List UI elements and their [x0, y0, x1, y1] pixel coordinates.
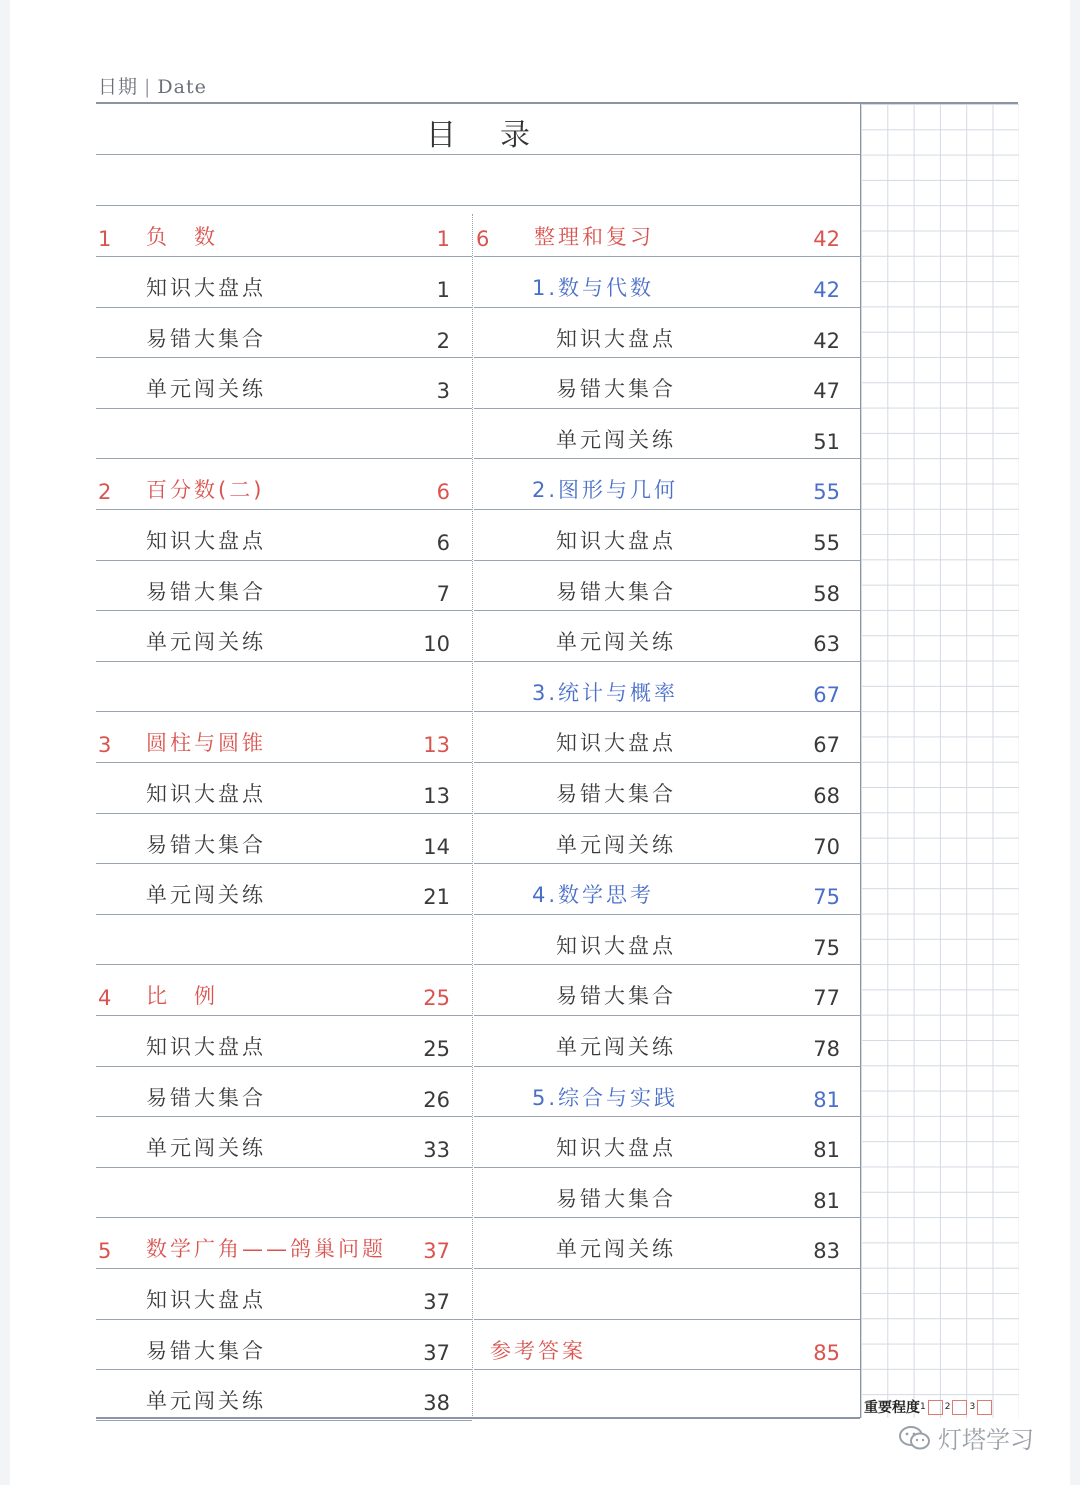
page-number: 42 — [813, 227, 840, 251]
page-number: 25 — [423, 1037, 450, 1061]
page-number: 83 — [813, 1239, 840, 1263]
entry-title: 知识大盘点 — [146, 529, 266, 553]
toc-entry[interactable] — [474, 1116, 840, 1166]
toc-entry[interactable] — [474, 509, 840, 559]
entry-title: 负 数 — [146, 225, 218, 249]
entry-title: 百分数(二) — [146, 478, 265, 502]
toc-entry[interactable] — [96, 964, 450, 1014]
toc-entry[interactable] — [474, 711, 840, 761]
toc-entry — [474, 1268, 840, 1318]
page-number: 37 — [423, 1290, 450, 1314]
entry-title: 单元闯关练 — [146, 1136, 266, 1160]
page-number: 47 — [813, 379, 840, 403]
toc-entry[interactable] — [474, 661, 840, 711]
page-number: 37 — [423, 1239, 450, 1263]
entry-title: 易错大集合 — [146, 1339, 266, 1363]
page-number: 51 — [813, 430, 840, 454]
entry-title: 单元闯关练 — [556, 428, 676, 452]
entry-title: 2.图形与几何 — [532, 478, 679, 502]
entry-title: 易错大集合 — [556, 984, 676, 1008]
toc-entry[interactable] — [474, 1217, 840, 1267]
entry-title: 知识大盘点 — [556, 731, 676, 755]
chapter-number: 3 — [98, 733, 112, 757]
importance-level-1: 1 — [920, 1402, 926, 1412]
column-divider — [472, 214, 473, 1418]
toc-entry[interactable] — [474, 610, 840, 660]
entry-title: 知识大盘点 — [556, 529, 676, 553]
entry-title: 易错大集合 — [146, 1086, 266, 1110]
page-number: 78 — [813, 1037, 840, 1061]
page-number: 55 — [813, 480, 840, 504]
importance-box-1[interactable] — [928, 1400, 943, 1415]
page-number: 3 — [436, 379, 450, 403]
entry-title: 参考答案 — [490, 1339, 586, 1363]
date-en: Date — [157, 76, 207, 98]
toc-entry[interactable] — [474, 1167, 840, 1217]
page-number: 42 — [813, 329, 840, 353]
page-number: 70 — [813, 835, 840, 859]
page-number: 6 — [436, 480, 450, 504]
page-number: 63 — [813, 632, 840, 656]
date-header — [98, 72, 207, 99]
page-number: 81 — [813, 1138, 840, 1162]
page-number: 21 — [423, 885, 450, 909]
entry-title: 单元闯关练 — [556, 833, 676, 857]
page-number: 2 — [436, 329, 450, 353]
entry-title: 知识大盘点 — [146, 1035, 266, 1059]
page-number: 14 — [423, 835, 450, 859]
page-number: 13 — [423, 784, 450, 808]
page-number: 7 — [436, 582, 450, 606]
date-cn: 日期 — [98, 76, 139, 98]
entry-title: 4.数学思考 — [532, 883, 655, 907]
toc-entry[interactable] — [474, 1319, 840, 1369]
entry-title: 易错大集合 — [146, 833, 266, 857]
entry-title: 知识大盘点 — [556, 934, 676, 958]
entry-title: 单元闯关练 — [556, 630, 676, 654]
page-number: 38 — [423, 1391, 450, 1415]
toc-entry[interactable] — [474, 307, 840, 357]
toc-entry[interactable] — [96, 1268, 450, 1318]
entry-title: 单元闯关练 — [146, 630, 266, 654]
toc-entry[interactable] — [474, 458, 840, 508]
page-number: 33 — [423, 1138, 450, 1162]
page-number: 10 — [423, 632, 450, 656]
chapter-number: 2 — [98, 480, 112, 504]
entry-title: 单元闯关练 — [556, 1035, 676, 1059]
toc-entry[interactable] — [96, 863, 450, 913]
page-number: 58 — [813, 582, 840, 606]
toc-entry[interactable] — [96, 458, 450, 508]
importance-level-3: 3 — [969, 1402, 976, 1412]
right-row-rule — [474, 1369, 860, 1370]
entry-title: 知识大盘点 — [146, 276, 266, 300]
entry-title: 易错大集合 — [146, 580, 266, 604]
toc-entry[interactable] — [474, 813, 840, 863]
toc-entry[interactable] — [474, 560, 840, 610]
page-number: 85 — [813, 1341, 840, 1365]
page-number: 6 — [436, 531, 450, 555]
entry-title: 3.统计与概率 — [532, 681, 679, 705]
chapter-number: 6 — [476, 227, 490, 251]
toc-entry[interactable] — [96, 357, 450, 407]
title-rule — [96, 154, 860, 155]
page-number: 42 — [813, 278, 840, 302]
toc-entry — [96, 408, 450, 458]
entry-title: 易错大集合 — [556, 1187, 676, 1211]
entry-title: 知识大盘点 — [556, 1136, 676, 1160]
entry-title: 5.综合与实践 — [532, 1086, 679, 1110]
page-number: 81 — [813, 1189, 840, 1213]
toc-entry[interactable] — [96, 1066, 450, 1116]
bottom-rule — [96, 1417, 860, 1419]
toc-entry[interactable] — [96, 813, 450, 863]
page-number: 75 — [813, 885, 840, 909]
entry-title: 知识大盘点 — [146, 1288, 266, 1312]
page-number: 67 — [813, 733, 840, 757]
toc-entry[interactable] — [96, 205, 450, 255]
toc-entry[interactable] — [96, 1369, 450, 1419]
entry-title: 单元闯关练 — [146, 883, 266, 907]
toc-entry[interactable] — [474, 205, 840, 255]
importance-box-3[interactable] — [977, 1400, 992, 1415]
toc-entry[interactable] — [96, 1015, 450, 1065]
page-number: 67 — [813, 683, 840, 707]
entry-title: 整理和复习 — [534, 225, 654, 249]
entry-title: 单元闯关练 — [556, 1237, 676, 1261]
toc-entry[interactable] — [474, 914, 840, 964]
entry-title: 知识大盘点 — [556, 327, 676, 351]
page-number: 55 — [813, 531, 840, 555]
toc-entry[interactable] — [474, 357, 840, 407]
toc-entry[interactable] — [96, 610, 450, 660]
page-number: 13 — [423, 733, 450, 757]
toc-entry[interactable] — [474, 408, 840, 458]
toc-entry[interactable] — [96, 1217, 450, 1267]
date-separator: | — [144, 76, 152, 98]
toc-entry[interactable] — [96, 711, 450, 761]
wechat-icon — [898, 1425, 932, 1451]
toc-entry[interactable] — [96, 1116, 450, 1166]
page-title: 目录 — [426, 118, 574, 153]
toc-entry[interactable] — [96, 509, 450, 559]
entry-title: 易错大集合 — [146, 327, 266, 351]
chapter-number: 4 — [98, 986, 112, 1010]
page-number: 26 — [423, 1088, 450, 1112]
toc-entry[interactable] — [96, 307, 450, 357]
page-number: 1 — [436, 278, 450, 302]
watermark-text: 灯塔学习 — [938, 1426, 1034, 1454]
page-number: 37 — [423, 1341, 450, 1365]
chapter-number: 1 — [98, 227, 112, 251]
grid-notes-area — [860, 104, 1019, 1418]
page-number: 81 — [813, 1088, 840, 1112]
page-number: 1 — [436, 227, 450, 251]
left-row-rule — [96, 1420, 472, 1421]
chapter-number: 5 — [98, 1239, 112, 1263]
importance-level-2: 2 — [944, 1402, 951, 1412]
entry-title: 圆柱与圆锥 — [146, 731, 266, 755]
toc-entry[interactable] — [474, 964, 840, 1014]
entry-title: 易错大集合 — [556, 782, 676, 806]
toc-entry[interactable] — [474, 863, 840, 913]
toc-entry[interactable] — [474, 1066, 840, 1116]
page-number: 25 — [423, 986, 450, 1010]
watermark — [898, 1420, 1034, 1455]
entry-title: 易错大集合 — [556, 580, 676, 604]
importance-box-2[interactable] — [952, 1400, 967, 1415]
page-number: 68 — [813, 784, 840, 808]
entry-title: 易错大集合 — [556, 377, 676, 401]
toc-entry[interactable] — [474, 256, 840, 306]
entry-title: 1.数与代数 — [532, 276, 655, 300]
entry-title: 数学广角——鸽巢问题 — [146, 1237, 386, 1261]
entry-title: 单元闯关练 — [146, 1389, 266, 1413]
entry-title: 比 例 — [146, 984, 218, 1008]
page-number: 77 — [813, 986, 840, 1010]
toc-entry[interactable] — [96, 560, 450, 610]
importance-rating — [864, 1396, 994, 1418]
entry-title: 知识大盘点 — [146, 782, 266, 806]
toc-entry — [96, 1167, 450, 1217]
page-number: 75 — [813, 936, 840, 960]
importance-label: 重要程度 — [864, 1400, 920, 1416]
toc-entry[interactable] — [96, 762, 450, 812]
entry-title: 单元闯关练 — [146, 377, 266, 401]
toc-entry[interactable] — [474, 762, 840, 812]
toc-entry[interactable] — [96, 256, 450, 306]
toc-entry — [96, 661, 450, 711]
toc-entry[interactable] — [474, 1015, 840, 1065]
toc-entry[interactable] — [96, 1319, 450, 1369]
toc-entry — [96, 914, 450, 964]
